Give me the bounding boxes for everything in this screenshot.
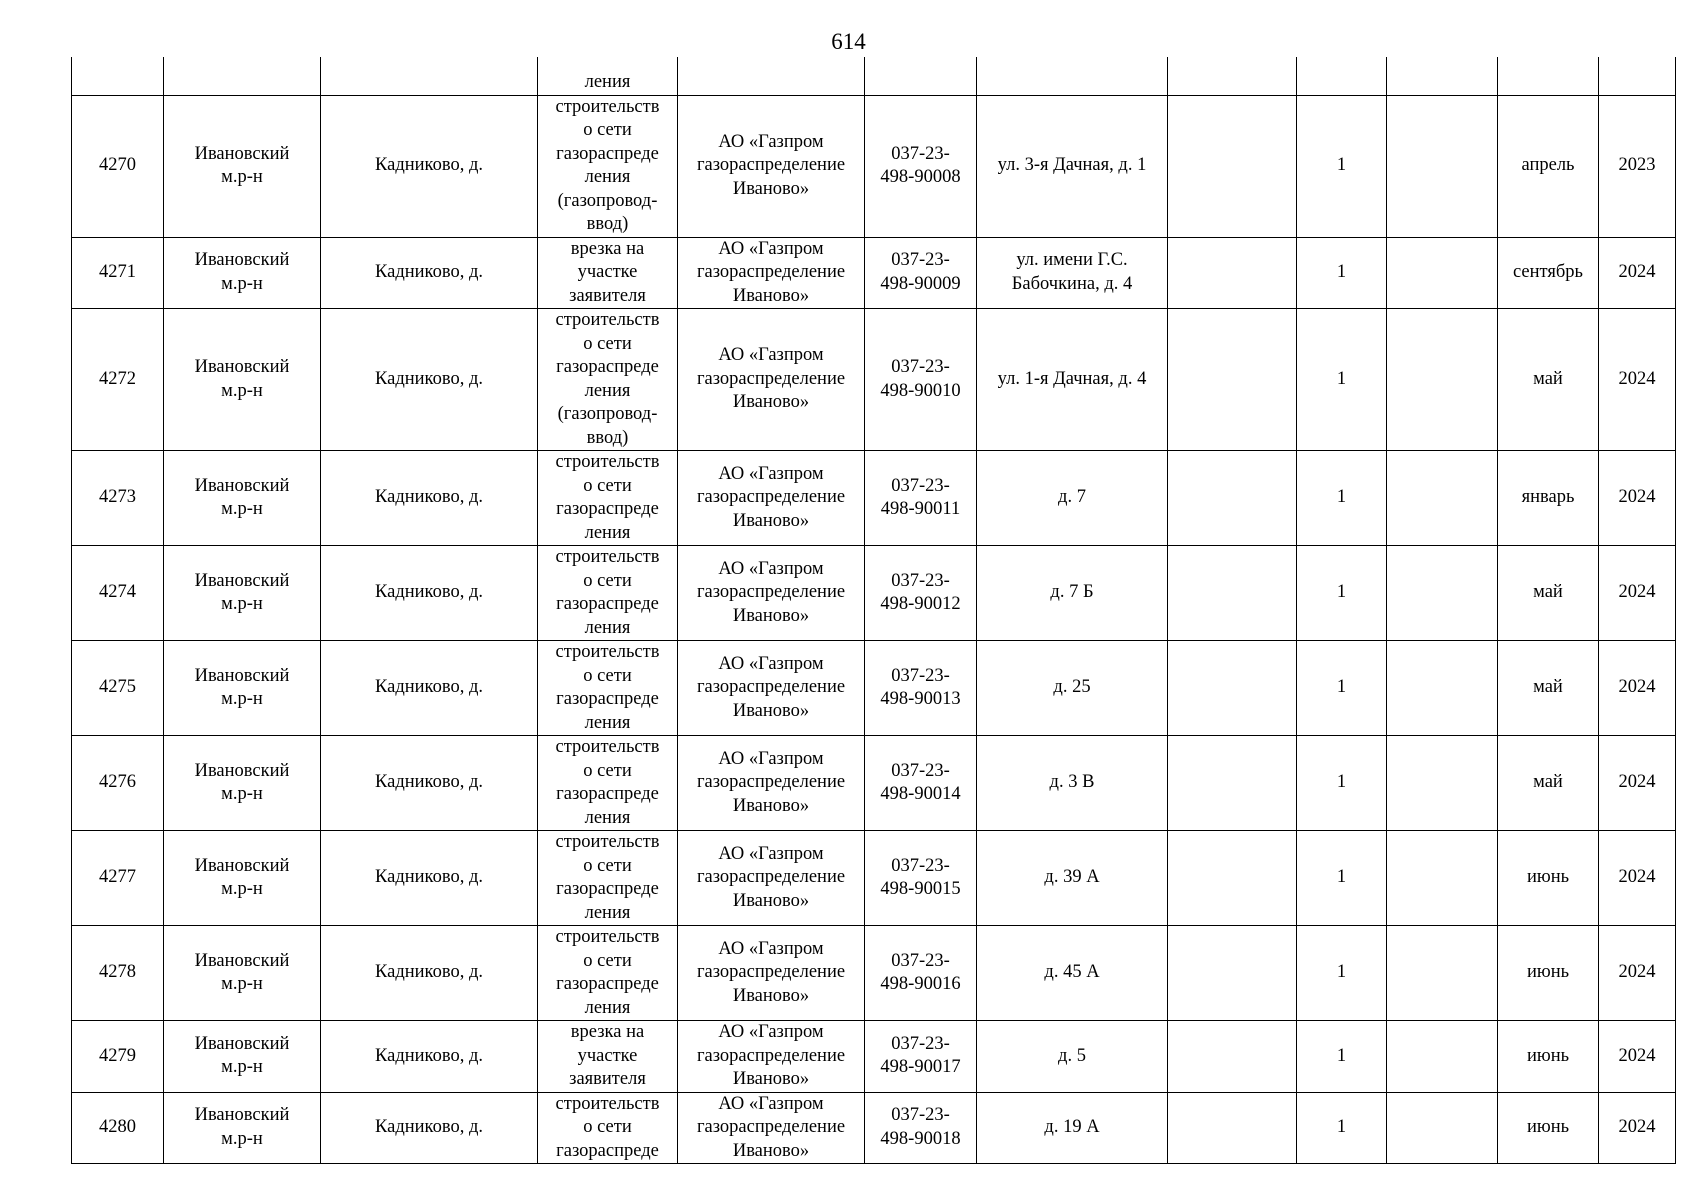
- cell-code-text: 037-23- 498-90009: [880, 250, 961, 294]
- cell-month: [1498, 95, 1599, 237]
- cell-col10: [1387, 1092, 1498, 1164]
- cell-locality-text: Кадниково, д.: [375, 1117, 483, 1137]
- cell-work-text: строительств о сети газораспреде ления: [555, 832, 660, 923]
- cell-org: [678, 237, 865, 309]
- cell-month-text: июнь: [1526, 1117, 1570, 1137]
- cell-month-text: июнь: [1526, 962, 1570, 983]
- cell-num-text: 4277: [99, 867, 136, 888]
- cell-month: [1498, 1021, 1599, 1093]
- cell-work: [538, 237, 678, 309]
- cell-code-text: 037-23- 498-90008: [880, 143, 961, 187]
- cell-col8: [1168, 1092, 1297, 1164]
- cell-month-text: май: [1533, 582, 1563, 603]
- cell-district-text: Ивановский м.р-н: [194, 570, 290, 614]
- cell-work: [538, 641, 678, 736]
- cell-col10: [1387, 57, 1498, 95]
- table-row: [72, 237, 1676, 309]
- cell-district-text: Ивановский м.р-н: [194, 950, 290, 994]
- cell-district: [164, 57, 321, 95]
- cell-month: [1498, 309, 1599, 451]
- cell-year: [1599, 736, 1676, 831]
- cell-qty-text: 1: [1336, 262, 1347, 282]
- cell-col10: [1387, 309, 1498, 451]
- table-row: [72, 546, 1676, 641]
- cell-district: [164, 1021, 321, 1093]
- cell-code-text: 037-23- 498-90010: [880, 357, 961, 401]
- cell-locality: [321, 736, 538, 831]
- cell-work-text: строительств о сети газораспреде ления (газопровод- ввод): [555, 310, 660, 448]
- cell-num: [72, 926, 164, 1021]
- cell-work-text: ления: [584, 72, 631, 92]
- cell-code: [865, 95, 977, 237]
- cell-address-text: ул. имени Г.С. Бабочкина, д. 4: [1011, 250, 1133, 294]
- cell-work: [538, 831, 678, 926]
- cell-qty: [1297, 926, 1387, 1021]
- cell-code-text: 037-23- 498-90014: [880, 760, 961, 804]
- cell-work: [538, 546, 678, 641]
- cell-num-text: 4280: [99, 1117, 136, 1137]
- cell-qty-text: 1: [1336, 772, 1347, 793]
- cell-address-text: д. 5: [1058, 1045, 1086, 1066]
- cell-code: [865, 451, 977, 546]
- cell-address-text: д. 19 А: [1044, 1117, 1100, 1137]
- cell-code-text: 037-23- 498-90013: [880, 665, 961, 709]
- cell-col8: [1168, 451, 1297, 546]
- cell-address: [977, 641, 1168, 736]
- cell-year-text: 2024: [1618, 772, 1656, 793]
- cell-year: [1599, 309, 1676, 451]
- cell-month: [1498, 831, 1599, 926]
- cell-code-text: 037-23- 498-90012: [880, 570, 961, 614]
- cell-qty: [1297, 451, 1387, 546]
- cell-work-text: строительств о сети газораспреде ления: [555, 547, 660, 638]
- cell-org: [678, 641, 865, 736]
- cell-col8: [1168, 831, 1297, 926]
- cell-code: [865, 546, 977, 641]
- cell-qty: [1297, 546, 1387, 641]
- cell-num: [72, 237, 164, 309]
- cell-code: [865, 57, 977, 95]
- cell-col8: [1168, 1021, 1297, 1093]
- cell-num: [72, 546, 164, 641]
- cell-work: [538, 309, 678, 451]
- cell-year: [1599, 57, 1676, 95]
- cell-qty-text: 1: [1336, 867, 1347, 888]
- cell-month-text: май: [1533, 368, 1563, 389]
- cell-org: [678, 831, 865, 926]
- cell-address: [977, 451, 1168, 546]
- cell-col8: [1168, 309, 1297, 451]
- cell-col10: [1387, 1021, 1498, 1093]
- cell-month-text: май: [1533, 772, 1563, 793]
- cell-org: [678, 95, 865, 237]
- cell-work: [538, 926, 678, 1021]
- cell-locality-text: Кадниково, д.: [375, 772, 483, 793]
- cell-district-text: Ивановский м.р-н: [194, 1105, 290, 1149]
- cell-address-text: д. 45 А: [1044, 962, 1100, 983]
- cell-col8: [1168, 641, 1297, 736]
- table-row: [72, 926, 1676, 1021]
- table-row: [72, 95, 1676, 237]
- cell-locality-text: Кадниково, д.: [375, 962, 483, 983]
- cell-address: [977, 1092, 1168, 1164]
- cell-month: [1498, 546, 1599, 641]
- cell-locality: [321, 641, 538, 736]
- cell-num: [72, 57, 164, 95]
- cell-district: [164, 831, 321, 926]
- cell-address-text: ул. 1-я Дачная, д. 4: [997, 368, 1147, 389]
- cell-address-text: д. 25: [1053, 677, 1091, 698]
- cell-qty-text: 1: [1336, 1117, 1347, 1137]
- cell-org: [678, 1092, 865, 1164]
- cell-num: [72, 1021, 164, 1093]
- cell-code: [865, 1092, 977, 1164]
- cell-qty: [1297, 736, 1387, 831]
- cell-district: [164, 926, 321, 1021]
- cell-year-text: 2024: [1618, 262, 1656, 282]
- cell-address-text: д. 7: [1058, 487, 1086, 508]
- cell-address-text: д. 3 В: [1049, 772, 1095, 793]
- cell-locality: [321, 831, 538, 926]
- cell-qty: [1297, 309, 1387, 451]
- table-row: [72, 641, 1676, 736]
- cell-code-text: 037-23- 498-90017: [880, 1033, 961, 1078]
- cell-month-text: июнь: [1526, 1045, 1570, 1066]
- cell-org-text: АО «Газпром газораспределение Иваново»: [696, 1093, 846, 1161]
- cell-work-text: строительств о сети газораспреде ления: [555, 927, 660, 1018]
- cell-locality-text: Кадниково, д.: [375, 487, 483, 508]
- cell-month-text: май: [1533, 677, 1563, 698]
- cell-num-text: 4270: [99, 155, 136, 176]
- cell-district-text: Ивановский м.р-н: [194, 665, 290, 709]
- cell-work-text: строительств о сети газораспреде ления: [555, 642, 660, 733]
- cell-qty-text: 1: [1336, 962, 1347, 983]
- cell-col10: [1387, 641, 1498, 736]
- cell-year-text: 2024: [1618, 677, 1656, 698]
- page-number: 614: [831, 29, 866, 54]
- cell-district: [164, 1092, 321, 1164]
- continuation-row: [72, 57, 1676, 95]
- cell-qty: [1297, 237, 1387, 309]
- cell-locality-text: Кадниково, д.: [375, 368, 483, 389]
- cell-org: [678, 57, 865, 95]
- cell-num: [72, 451, 164, 546]
- cell-code-text: 037-23- 498-90011: [880, 475, 961, 519]
- cell-year: [1599, 831, 1676, 926]
- cell-work-text: строительств о сети газораспреде ления (газопровод- ввод): [555, 96, 660, 234]
- table-row: [72, 831, 1676, 926]
- cell-org: [678, 1021, 865, 1093]
- cell-district: [164, 237, 321, 309]
- cell-num-text: 4275: [99, 677, 136, 698]
- table-row: [72, 1021, 1676, 1093]
- cell-district: [164, 736, 321, 831]
- cell-num: [72, 95, 164, 237]
- cell-col8: [1168, 926, 1297, 1021]
- cell-code: [865, 309, 977, 451]
- table-body: [72, 57, 1676, 1164]
- cell-month-text: апрель: [1521, 155, 1575, 176]
- cell-locality: [321, 309, 538, 451]
- cell-locality-text: Кадниково, д.: [375, 1045, 483, 1066]
- cell-district: [164, 546, 321, 641]
- cell-district-text: Ивановский м.р-н: [194, 1033, 290, 1078]
- cell-num-text: 4278: [99, 962, 136, 983]
- cell-locality: [321, 237, 538, 309]
- cell-num: [72, 641, 164, 736]
- cell-qty-text: 1: [1336, 155, 1347, 176]
- cell-num-text: 4272: [99, 368, 136, 389]
- cell-month-text: январь: [1521, 487, 1575, 508]
- cell-district: [164, 451, 321, 546]
- cell-org-text: АО «Газпром газораспределение Иваново»: [696, 131, 846, 199]
- cell-month-text: сентябрь: [1513, 262, 1583, 282]
- cell-col8: [1168, 95, 1297, 237]
- cell-work: [538, 95, 678, 237]
- cell-num: [72, 1092, 164, 1164]
- cell-work-text: строительств о сети газораспреде ления: [555, 452, 660, 543]
- cell-work: [538, 57, 678, 95]
- cell-col8: [1168, 57, 1297, 95]
- cell-address: [977, 546, 1168, 641]
- cell-year-text: 2024: [1618, 582, 1656, 603]
- cell-code: [865, 736, 977, 831]
- cell-district: [164, 95, 321, 237]
- cell-year: [1599, 641, 1676, 736]
- cell-locality-text: Кадниково, д.: [375, 867, 483, 888]
- cell-col10: [1387, 736, 1498, 831]
- cell-org: [678, 736, 865, 831]
- cell-col10: [1387, 831, 1498, 926]
- cell-address-text: д. 39 А: [1044, 867, 1100, 888]
- cell-qty: [1297, 831, 1387, 926]
- cell-address: [977, 831, 1168, 926]
- cell-year-text: 2024: [1618, 867, 1656, 888]
- cell-code-text: 037-23- 498-90016: [880, 950, 961, 994]
- cell-qty-text: 1: [1336, 1045, 1347, 1066]
- cell-year-text: 2024: [1618, 1117, 1656, 1137]
- cell-work-text: строительств о сети газораспреде: [555, 1093, 660, 1161]
- cell-year: [1599, 95, 1676, 237]
- cell-district-text: Ивановский м.р-н: [194, 143, 290, 187]
- cell-num: [72, 831, 164, 926]
- cell-month: [1498, 57, 1599, 95]
- cell-address: [977, 926, 1168, 1021]
- cell-col10: [1387, 95, 1498, 237]
- cell-col8: [1168, 237, 1297, 309]
- cell-org: [678, 926, 865, 1021]
- table-row: [72, 451, 1676, 546]
- cell-district-text: Ивановский м.р-н: [194, 475, 290, 519]
- cell-org-text: АО «Газпром газораспределение Иваново»: [696, 748, 846, 816]
- cell-address: [977, 1021, 1168, 1093]
- cell-year: [1599, 546, 1676, 641]
- cell-code: [865, 926, 977, 1021]
- cell-org: [678, 451, 865, 546]
- cell-code-text: 037-23- 498-90015: [880, 855, 961, 899]
- cell-year: [1599, 1092, 1676, 1164]
- cell-locality: [321, 451, 538, 546]
- cell-work-text: врезка на участке заявителя: [569, 238, 646, 306]
- cell-district: [164, 309, 321, 451]
- cell-locality: [321, 95, 538, 237]
- cell-qty-text: 1: [1336, 368, 1347, 389]
- cell-year-text: 2024: [1618, 487, 1656, 508]
- cell-org-text: АО «Газпром газораспределение Иваново»: [696, 843, 846, 911]
- cell-address: [977, 237, 1168, 309]
- cell-code: [865, 641, 977, 736]
- cell-locality: [321, 926, 538, 1021]
- cell-month-text: июнь: [1526, 867, 1570, 888]
- cell-num-text: 4276: [99, 772, 136, 793]
- cell-district-text: Ивановский м.р-н: [194, 357, 290, 401]
- cell-num: [72, 309, 164, 451]
- cell-qty: [1297, 1092, 1387, 1164]
- cell-locality-text: Кадниково, д.: [375, 155, 483, 176]
- cell-work: [538, 451, 678, 546]
- cell-month: [1498, 451, 1599, 546]
- cell-org-text: АО «Газпром газораспределение Иваново»: [696, 558, 846, 626]
- cell-locality-text: Кадниково, д.: [375, 677, 483, 698]
- cell-num-text: 4273: [99, 487, 136, 508]
- cell-code: [865, 237, 977, 309]
- connection-schedule-table: [71, 57, 1676, 1164]
- cell-col8: [1168, 736, 1297, 831]
- cell-col10: [1387, 237, 1498, 309]
- cell-code: [865, 1021, 977, 1093]
- cell-locality-text: Кадниково, д.: [375, 262, 483, 282]
- cell-work-text: врезка на участке заявителя: [569, 1022, 646, 1089]
- cell-address: [977, 57, 1168, 95]
- cell-col10: [1387, 926, 1498, 1021]
- cell-work: [538, 1021, 678, 1093]
- cell-locality: [321, 546, 538, 641]
- cell-qty: [1297, 57, 1387, 95]
- cell-org: [678, 309, 865, 451]
- cell-district-text: Ивановский м.р-н: [194, 760, 290, 804]
- cell-qty-text: 1: [1336, 582, 1347, 603]
- cell-org-text: АО «Газпром газораспределение Иваново»: [696, 1022, 846, 1089]
- cell-year-text: 2024: [1618, 1045, 1656, 1066]
- cell-month: [1498, 926, 1599, 1021]
- cell-year-text: 2023: [1618, 155, 1656, 176]
- cell-org-text: АО «Газпром газораспределение Иваново»: [696, 463, 846, 531]
- cell-address: [977, 95, 1168, 237]
- cell-num-text: 4271: [99, 262, 136, 282]
- cell-locality: [321, 57, 538, 95]
- cell-year: [1599, 237, 1676, 309]
- cell-year: [1599, 451, 1676, 546]
- cell-org-text: АО «Газпром газораспределение Иваново»: [696, 653, 846, 721]
- cell-district-text: Ивановский м.р-н: [194, 250, 290, 294]
- cell-month: [1498, 237, 1599, 309]
- cell-qty: [1297, 641, 1387, 736]
- cell-qty-text: 1: [1336, 677, 1347, 698]
- cell-month: [1498, 1092, 1599, 1164]
- cell-month: [1498, 641, 1599, 736]
- cell-address-text: ул. 3-я Дачная, д. 1: [997, 155, 1147, 176]
- cell-org-text: АО «Газпром газораспределение Иваново»: [696, 938, 846, 1006]
- cell-col10: [1387, 451, 1498, 546]
- table-row: [72, 1092, 1676, 1164]
- table-row: [72, 309, 1676, 451]
- cell-org: [678, 546, 865, 641]
- table-row: [72, 736, 1676, 831]
- cell-locality-text: Кадниково, д.: [375, 582, 483, 603]
- cell-address-text: д. 7 Б: [1050, 582, 1094, 603]
- cell-year: [1599, 926, 1676, 1021]
- cell-qty: [1297, 95, 1387, 237]
- cell-address: [977, 736, 1168, 831]
- cell-district-text: Ивановский м.р-н: [194, 855, 290, 899]
- cell-org-text: АО «Газпром газораспределение Иваново»: [696, 238, 846, 306]
- cell-num-text: 4279: [99, 1045, 136, 1066]
- cell-num: [72, 736, 164, 831]
- cell-col8: [1168, 546, 1297, 641]
- cell-locality: [321, 1021, 538, 1093]
- cell-work-text: строительств о сети газораспреде ления: [555, 737, 660, 828]
- cell-district: [164, 641, 321, 736]
- cell-qty: [1297, 1021, 1387, 1093]
- cell-org-text: АО «Газпром газораспределение Иваново»: [696, 345, 846, 413]
- cell-code: [865, 831, 977, 926]
- cell-month: [1498, 736, 1599, 831]
- cell-year-text: 2024: [1618, 962, 1656, 983]
- cell-address: [977, 309, 1168, 451]
- cell-year-text: 2024: [1618, 368, 1656, 389]
- cell-qty-text: 1: [1336, 487, 1347, 508]
- cell-num-text: 4274: [99, 582, 136, 603]
- cell-work: [538, 1092, 678, 1164]
- cell-work: [538, 736, 678, 831]
- cell-col10: [1387, 546, 1498, 641]
- cell-year: [1599, 1021, 1676, 1093]
- cell-locality: [321, 1092, 538, 1164]
- cell-code-text: 037-23- 498-90018: [880, 1105, 961, 1149]
